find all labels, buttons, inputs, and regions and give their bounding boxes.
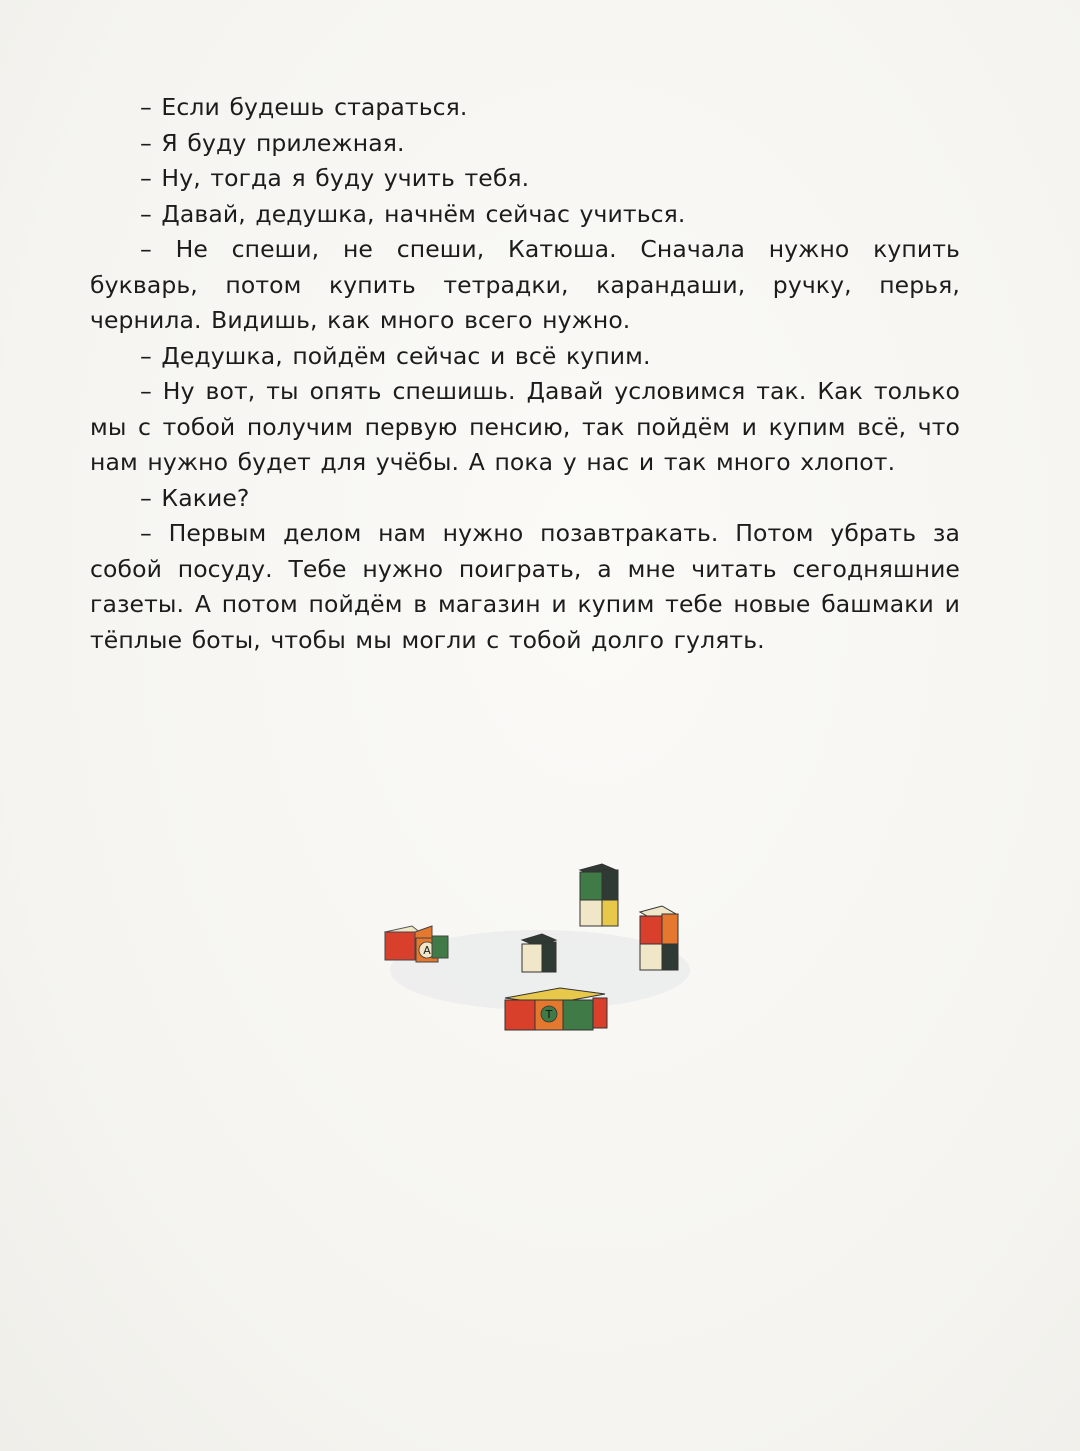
dialogue-line: – Если будешь стараться. bbox=[140, 93, 468, 121]
dialogue-line: – Ну вот, ты опять спешишь. Давай условимся так. Как только мы с тобой получим первую пенсию, так пойдём и купим всё, что нам нужно будет для учёбы. А пока у нас и так много хлопот. bbox=[90, 377, 960, 476]
toy-blocks-illustration bbox=[370, 850, 710, 1060]
dialogue-line: – Первым делом нам нужно позавтракать. Потом убрать за собой посуду. Тебе нужно поиграть, а мне читать сегодняшние газеты. А потом пойдём в магазин и купим тебе новые башмаки и тёплые боты, чтобы мы могли с тобой долго гулять. bbox=[90, 519, 960, 654]
dialogue-line: – Давай, дедушка, начнём сейчас учиться. bbox=[140, 199, 686, 228]
dialogue-line: – Какие? bbox=[140, 483, 250, 512]
svg-text:Т: Т bbox=[545, 1008, 553, 1021]
block-a bbox=[385, 926, 448, 962]
dialogue-line: – Дедушка, пойдём сейчас и всё купим. bbox=[140, 341, 651, 370]
block-stack bbox=[580, 864, 618, 926]
svg-text:А: А bbox=[423, 944, 431, 957]
block-green bbox=[522, 934, 556, 972]
dialogue-line: – Не спеши, не спеши, Катюша. Сначала нужно купить букварь, потом купить тетрадки, карандаши, ручку, перья, чернила. Видишь, как много всего нужно. bbox=[90, 235, 960, 334]
dialogue-line: – Ну, тогда я буду учить тебя. bbox=[140, 164, 530, 192]
dialogue-line: – Я буду прилежная. bbox=[140, 128, 405, 157]
toy-blocks-icon bbox=[370, 850, 710, 1060]
block-orange bbox=[640, 906, 678, 970]
story-text bbox=[90, 90, 960, 658]
